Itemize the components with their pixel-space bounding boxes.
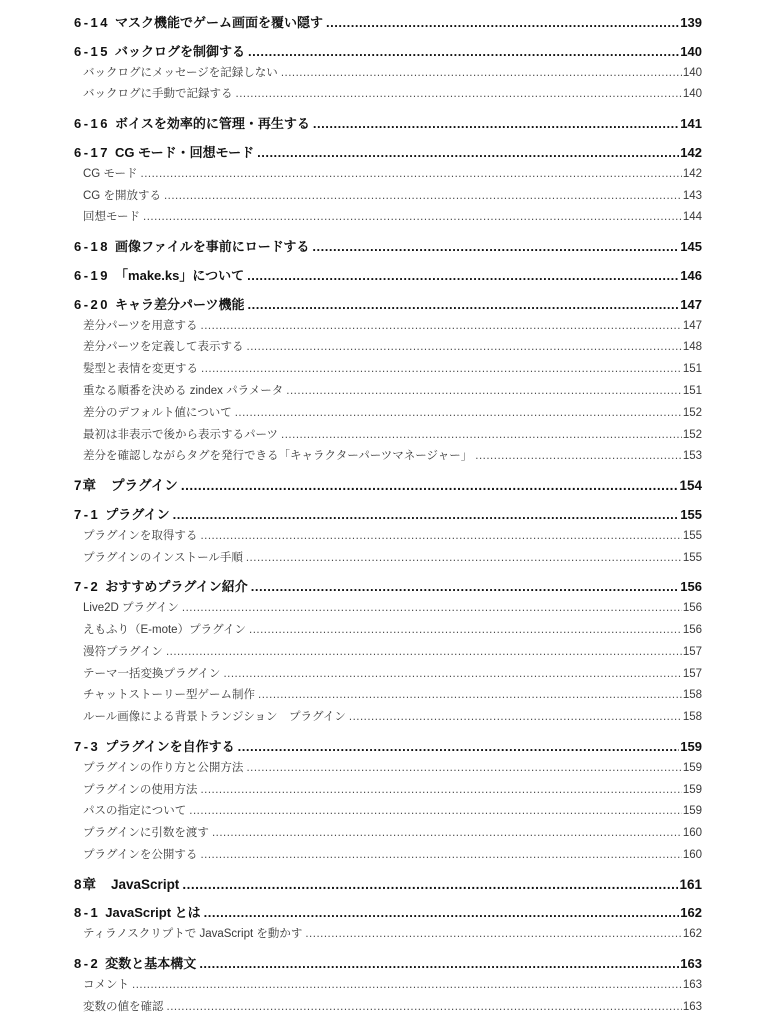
toc-page-number: 161 <box>679 876 702 892</box>
toc-entry-number: 6-18 <box>74 239 111 255</box>
leader-dots <box>200 526 681 548</box>
toc-entry-title: プラグインに引数を渡す <box>83 827 209 840</box>
toc-entry-title: 髪型と表情を変更する <box>83 363 198 376</box>
toc-page-number: 152 <box>682 428 702 441</box>
toc-entry <box>74 359 702 381</box>
toc-entry <box>74 381 702 403</box>
leader-dots <box>173 504 680 526</box>
toc-entry-title: プラグインを取得する <box>83 529 198 542</box>
toc-entry-title: 差分パーツを定義して表示する <box>83 341 244 354</box>
toc-page-number: 163 <box>680 956 702 972</box>
leader-dots <box>200 845 681 867</box>
toc-entry-title: 差分パーツを用意する <box>83 319 198 332</box>
leader-dots <box>212 823 682 845</box>
toc-entry <box>74 526 702 548</box>
toc-entry-title: 重なる順番を決める zindex パラメータ <box>83 384 284 397</box>
leader-dots <box>182 874 678 896</box>
toc-entry-title: 画像ファイルを事前にロードする <box>115 239 310 255</box>
toc-page-number: 141 <box>680 116 702 132</box>
toc-entry-title: 「make.ks」について <box>115 267 245 283</box>
leader-dots <box>247 265 679 287</box>
toc-entry-title: プラグインのインストール手順 <box>83 551 243 564</box>
toc-entry <box>74 337 702 359</box>
toc-entry-title: プラグインの使用方法 <box>83 783 198 796</box>
toc-page-number: 140 <box>680 43 702 59</box>
toc-entry-title: パスの指定について <box>83 805 187 818</box>
toc-entry <box>74 504 702 526</box>
toc-page-number: 159 <box>680 738 702 754</box>
leader-dots <box>248 294 680 316</box>
toc-entry-title: プラグインを自作する <box>105 738 235 754</box>
toc-entry <box>74 620 702 642</box>
toc-entry <box>74 902 702 924</box>
leader-dots <box>246 548 682 570</box>
toc-entry-title: マスク機能でゲーム画面を覆い隠す <box>115 15 324 30</box>
toc-entry <box>74 265 702 287</box>
toc-page-number: 160 <box>682 827 702 840</box>
toc-entry <box>74 598 702 620</box>
toc-entry <box>74 164 702 186</box>
toc-entry-number: 8-2 <box>74 956 101 972</box>
toc-entry <box>74 707 702 729</box>
toc-page-number: 162 <box>682 928 702 941</box>
toc-page-number: 155 <box>680 506 702 522</box>
toc-entry <box>74 874 702 896</box>
toc-entry-title: おすすめプラグイン紹介 <box>105 579 248 595</box>
toc-page-number: 154 <box>679 478 702 494</box>
leader-dots <box>326 12 679 34</box>
toc-entry-title: プラグインを公開する <box>83 848 198 861</box>
toc-entry <box>74 975 702 997</box>
leader-dots <box>312 236 679 258</box>
toc-page-number: 159 <box>682 783 702 796</box>
leader-dots <box>201 359 682 381</box>
leader-dots <box>181 475 679 497</box>
toc-entry <box>74 142 702 164</box>
toc-page-number: 153 <box>682 450 702 463</box>
toc-page-number: 151 <box>682 363 702 376</box>
toc-entry-title: Live2D プラグイン <box>83 602 179 615</box>
toc-page-number: 158 <box>682 711 702 724</box>
leader-dots <box>141 164 682 186</box>
toc-entry-number: 7-3 <box>74 738 101 754</box>
toc-entry <box>74 446 702 468</box>
leader-dots <box>235 403 682 425</box>
leader-dots <box>281 63 682 85</box>
leader-dots <box>164 186 682 208</box>
toc-entry <box>74 997 702 1019</box>
toc-entry-title: 回想モード <box>83 211 141 224</box>
leader-dots <box>182 598 682 620</box>
leader-dots <box>349 707 682 729</box>
toc-page-number: 158 <box>682 689 702 702</box>
toc-entry <box>74 642 702 664</box>
leader-dots <box>475 446 682 468</box>
leader-dots <box>257 142 679 164</box>
toc-entry-title: 最初は非表示で後から表示するパーツ <box>83 428 279 441</box>
leader-dots <box>200 780 681 802</box>
leader-dots <box>251 576 680 598</box>
toc-entry-title: プラグインの作り方と公開方法 <box>83 761 244 774</box>
toc-entry-title: CG モード・回想モード <box>115 144 255 160</box>
toc-page-number: 162 <box>680 905 702 921</box>
leader-dots <box>246 758 681 780</box>
toc-page-number: 155 <box>682 529 702 542</box>
toc-entry <box>74 953 702 975</box>
toc-page-number: 142 <box>680 144 702 160</box>
toc-page-number: 151 <box>682 384 702 397</box>
toc-entry-title: テーマ一括変換プラグイン <box>83 667 221 680</box>
toc-page-number: 146 <box>680 267 702 283</box>
toc-entry <box>74 758 702 780</box>
leader-dots <box>247 337 682 359</box>
leader-dots <box>204 902 680 924</box>
toc-entry <box>74 84 702 106</box>
toc-page-number: 152 <box>682 406 702 419</box>
toc-entry-title: ボイスを効率的に管理・再生する <box>115 116 310 132</box>
toc-entry <box>74 186 702 208</box>
toc-page-number: 157 <box>682 667 702 680</box>
toc-entry <box>74 736 702 758</box>
toc-page-number: 142 <box>682 167 702 180</box>
leader-dots <box>248 41 679 63</box>
toc-entry <box>74 475 702 497</box>
toc-entry-title: バックログを制御する <box>115 43 246 59</box>
toc-entry-number: 7-2 <box>74 579 101 595</box>
leader-dots <box>223 664 681 686</box>
toc-entry <box>74 685 702 707</box>
toc-entry <box>74 12 702 34</box>
toc-entry-title: ルール画像による背景トランジション プラグイン <box>83 711 346 724</box>
toc-entry-title: プラグイン <box>105 506 170 522</box>
toc-page-number: 144 <box>682 211 702 224</box>
toc-page-number: 140 <box>682 88 702 101</box>
toc-entry-title: 変数の値を確認 <box>83 1000 164 1013</box>
toc-entry <box>74 845 702 867</box>
toc-page-number: 140 <box>682 66 702 79</box>
leader-dots <box>132 975 682 997</box>
toc-entry <box>74 41 702 63</box>
toc-entry-title: ティラノスクリプトで JavaScript を動かす <box>83 928 303 941</box>
toc-entry <box>74 801 702 823</box>
toc-entry-title: バックログにメッセージを記録しない <box>83 66 278 79</box>
toc-entry-number: 8章 <box>74 876 98 892</box>
toc-entry <box>74 924 702 946</box>
toc-entry <box>74 664 702 686</box>
toc-page-number: 156 <box>682 602 702 615</box>
toc-page-number: 148 <box>682 341 702 354</box>
toc-page-number: 145 <box>680 239 702 255</box>
toc-page-number: 163 <box>682 1000 702 1013</box>
toc-page-number: 156 <box>682 623 702 636</box>
leader-dots <box>236 84 682 106</box>
toc-entry-number: 6-19 <box>74 267 111 283</box>
toc-page-number: 143 <box>682 189 702 202</box>
toc-entry-title: 差分のデフォルト値について <box>83 406 232 419</box>
leader-dots <box>201 316 682 338</box>
toc-entry-title: 変数と基本構文 <box>105 956 197 972</box>
toc-entry-title: CG を開放する <box>83 189 161 202</box>
toc-entry-title: キャラ差分パーツ機能 <box>115 296 245 312</box>
toc-entry-title: えもふり（E-mote）プラグイン <box>83 623 246 636</box>
toc-page-number: 155 <box>682 551 702 564</box>
toc-entry <box>74 236 702 258</box>
toc-page-number: 147 <box>682 319 702 332</box>
toc-entry <box>74 294 702 316</box>
toc-entry <box>74 780 702 802</box>
toc-entry <box>74 207 702 229</box>
leader-dots <box>238 736 680 758</box>
toc-entry-title: 差分を確認しながらタグを発行できる「キャラクターパーツマネージャー」 <box>83 450 473 463</box>
leader-dots <box>313 113 679 135</box>
toc-page-number: 163 <box>682 978 702 991</box>
toc-entry-title: JavaScript とは <box>105 905 201 921</box>
toc-entry-number: 7-1 <box>74 506 101 522</box>
table-of-contents <box>74 12 702 1018</box>
toc-entry <box>74 548 702 570</box>
toc-entry-number: 8-1 <box>74 905 101 921</box>
toc-entry-number: 6-17 <box>74 144 111 160</box>
toc-entry-title: プラグイン <box>111 478 178 494</box>
toc-entry <box>74 113 702 135</box>
toc-entry <box>74 403 702 425</box>
toc-entry-number: 7章 <box>74 478 98 494</box>
toc-entry <box>74 823 702 845</box>
toc-page-number: 157 <box>682 645 702 658</box>
toc-entry-title: CG モード <box>83 167 138 180</box>
leader-dots <box>281 425 682 447</box>
leader-dots <box>305 924 681 946</box>
leader-dots <box>166 642 682 664</box>
toc-page-number: 156 <box>680 579 702 595</box>
toc-entry-number: 6-20 <box>74 296 111 312</box>
toc-entry <box>74 63 702 85</box>
toc-page-number: 147 <box>680 296 702 312</box>
leader-dots <box>249 620 682 642</box>
toc-entry-title: 漫符プラグイン <box>83 645 163 658</box>
leader-dots <box>167 997 682 1019</box>
leader-dots <box>143 207 682 229</box>
toc-entry-title: コメント <box>83 978 129 991</box>
toc-entry-number: 6-16 <box>74 116 111 132</box>
toc-entry-number: 6-15 <box>74 43 111 59</box>
toc-entry-title: バックログに手動で記録する <box>83 88 233 101</box>
toc-entry <box>74 425 702 447</box>
toc-entry-title: JavaScript <box>111 876 180 892</box>
toc-entry-number: 6-14 <box>74 15 111 30</box>
toc-page-number: 160 <box>682 848 702 861</box>
leader-dots <box>286 381 682 403</box>
leader-dots <box>258 685 682 707</box>
leader-dots <box>189 801 682 823</box>
toc-page-number: 159 <box>682 805 702 818</box>
toc-entry <box>74 576 702 598</box>
toc-page-number: 139 <box>680 15 702 30</box>
toc-entry <box>74 316 702 338</box>
toc-entry-title: チャットストーリー型ゲーム制作 <box>83 689 256 702</box>
toc-page-number: 159 <box>682 761 702 774</box>
leader-dots <box>199 953 679 975</box>
